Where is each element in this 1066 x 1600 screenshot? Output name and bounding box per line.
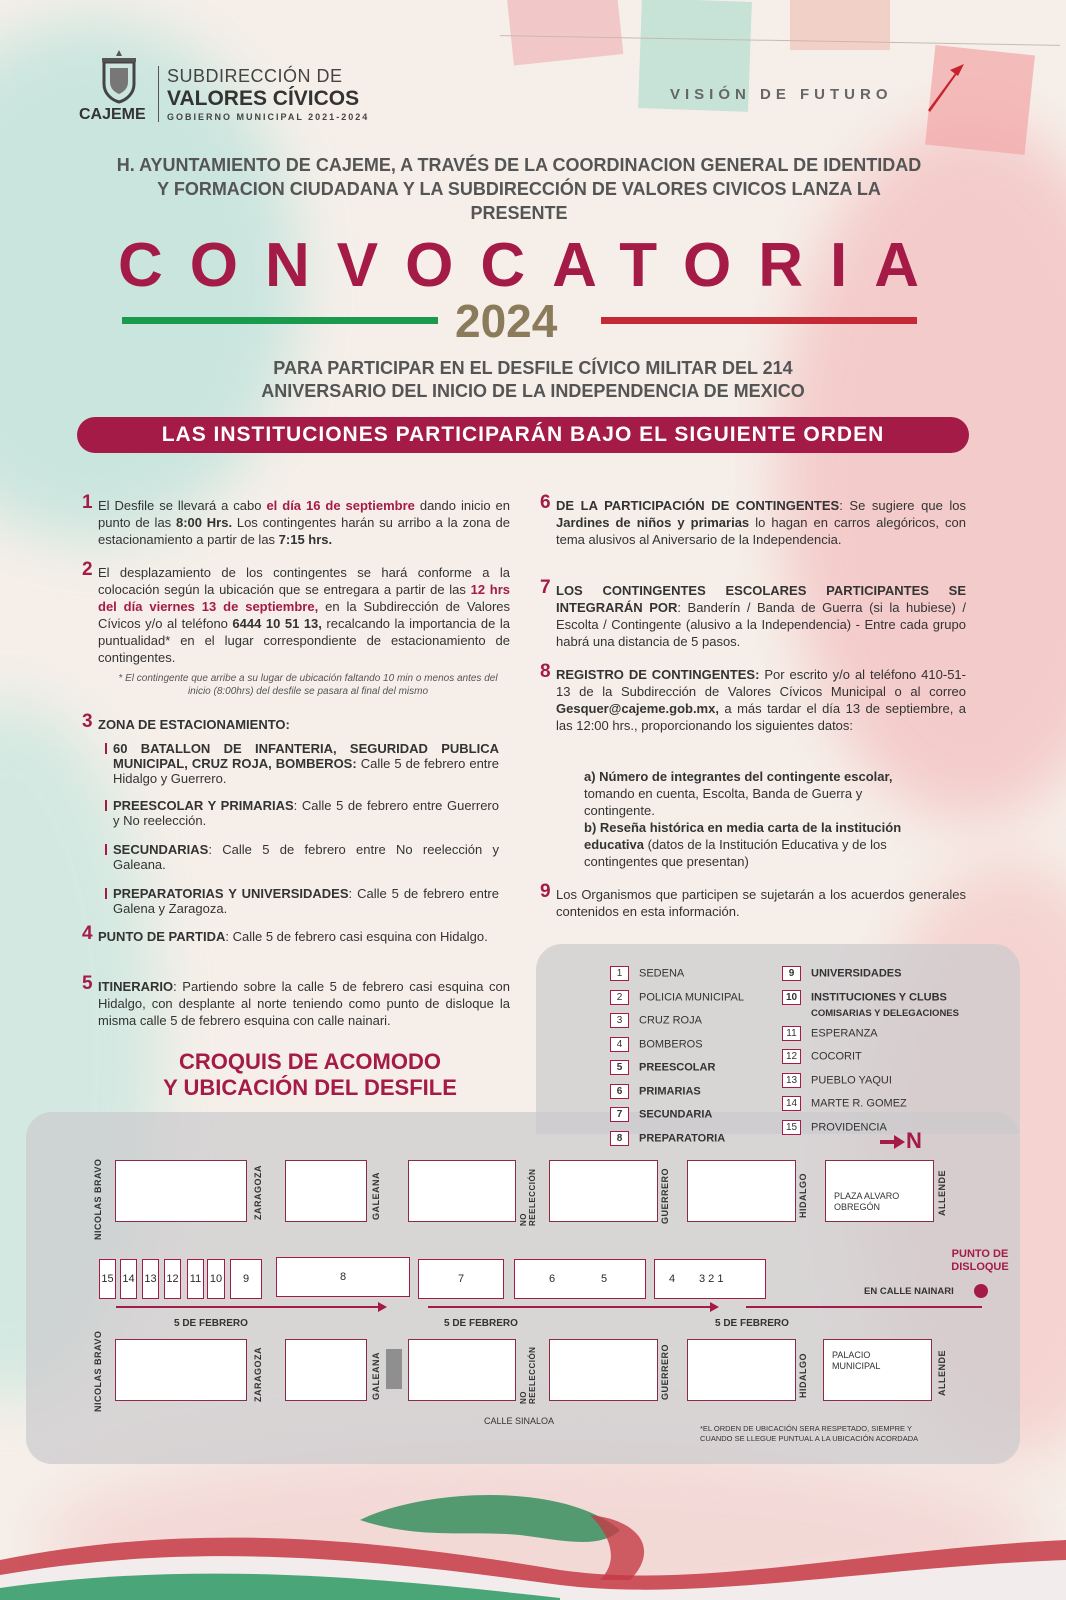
text: (datos de la Institución Educativa y de los contingentes que presentan) bbox=[584, 837, 887, 869]
avenue-label: 5 DE FEBRERO bbox=[444, 1318, 518, 1329]
legend-item: COMISARIAS Y DELEGACIONES bbox=[811, 1007, 959, 1019]
disloque-label: PUNTO DE DISLOQUE bbox=[951, 1248, 1009, 1273]
heading: DE LA PARTICIPACIÓN DE CONTINGENTES bbox=[556, 498, 840, 513]
zone-4 bbox=[113, 886, 499, 916]
bullet bbox=[105, 743, 107, 754]
zone-label: PREESCOLAR Y PRIMARIAS bbox=[113, 798, 294, 813]
text: : Calle 5 de febrero entre Galena y Zaragoza. bbox=[113, 886, 499, 916]
date: el día 16 de septiembre bbox=[266, 498, 415, 513]
text: : Banderín / Banda de Guerra (si la hubiese) / Escolta / Contingente (alusivo a la Independencia) - Entre cada grupo habrá una distancia de 5 pasos. bbox=[556, 600, 966, 649]
item-number: 1 bbox=[82, 492, 93, 513]
text: : Calle 5 de febrero entre Guerrero y No reelección. bbox=[113, 798, 499, 828]
item-8-a bbox=[584, 768, 914, 819]
legend-item: 8 PREPARATORIA bbox=[610, 1131, 744, 1146]
block-lower-1 bbox=[115, 1339, 247, 1401]
slogan-arrow-icon bbox=[920, 62, 966, 121]
map-title-line2: Y UBICACIÓN DEL DESFILE bbox=[163, 1075, 457, 1100]
item-8-b bbox=[584, 819, 918, 870]
text: : Partiendo sobre la calle 5 de febrero casi esquina con Hidalgo, con desplante al norte teniendo como punto de disloque la misma calle 5 de febrero esquina con calle nainari. bbox=[98, 979, 510, 1028]
logo-divider bbox=[158, 66, 159, 122]
map-title-line1: CROQUIS DE ACOMODO bbox=[179, 1049, 441, 1074]
bullet bbox=[105, 800, 107, 811]
logo-shield bbox=[98, 48, 140, 104]
papel-picado-flags bbox=[500, 0, 1060, 160]
heading: LOS CONTINGENTES ESCOLARES PARTICIPANTES SE INTEGRARÁN POR bbox=[556, 583, 966, 615]
item-number: 2 bbox=[82, 559, 93, 580]
street-label: NO REELECCIÓN bbox=[519, 1168, 537, 1226]
legend-col-2 bbox=[782, 966, 959, 1135]
item-number: 3 bbox=[82, 711, 93, 732]
logo-municipality: CAJEME bbox=[79, 106, 146, 123]
title: CONVOCATORIA bbox=[118, 231, 947, 300]
green-rule bbox=[122, 317, 438, 324]
street-label: ZARAGOZA bbox=[253, 1347, 263, 1402]
text: Los contingentes harán su arribo a la zona de estacionamiento a partir de las bbox=[98, 515, 510, 547]
route-arrowhead bbox=[378, 1302, 387, 1312]
legend-item: 11 ESPERANZA bbox=[782, 1026, 959, 1041]
dept-line2: VALORES CÍVICOS bbox=[167, 87, 360, 110]
legend-item: 4 BOMBEROS bbox=[610, 1037, 744, 1052]
block-upper-5 bbox=[687, 1160, 796, 1222]
text: en la Subdirección de Valores Cívicos y/o al teléfono bbox=[98, 599, 510, 631]
item-1 bbox=[82, 492, 510, 548]
heading: ITINERARIO bbox=[98, 979, 174, 994]
route-line bbox=[116, 1306, 378, 1308]
bullet bbox=[105, 844, 107, 855]
palacio-label: PALACIO MUNICIPAL bbox=[832, 1350, 881, 1371]
bullet bbox=[105, 888, 107, 899]
street-label: GUERRERO bbox=[660, 1343, 670, 1400]
zone-label: 60 BATALLON DE INFANTERIA, SEGURIDAD PUBLICA MUNICIPAL, CRUZ ROJA, BOMBEROS: bbox=[113, 741, 499, 771]
subtitle-line1: PARA PARTICIPAR EN EL DESFILE CÍVICO MILITAR DEL 214 bbox=[273, 358, 793, 378]
route-line bbox=[428, 1306, 710, 1308]
street-label: NO REELECCIÓN bbox=[519, 1346, 537, 1404]
item-number: 6 bbox=[540, 492, 551, 513]
street-label: NICOLAS BRAVO bbox=[93, 1330, 103, 1412]
position-box: 10 bbox=[207, 1259, 225, 1299]
text: dando inicio en punto de las bbox=[98, 498, 510, 530]
position-box-pair bbox=[654, 1259, 766, 1299]
item-4 bbox=[82, 923, 510, 945]
street-label: GALEANA bbox=[371, 1352, 381, 1400]
text: : Calle 5 de febrero casi esquina con Hidalgo. bbox=[225, 929, 488, 944]
street-label: ZARAGOZA bbox=[253, 1165, 263, 1220]
legend-item: 15 PROVIDENCIA bbox=[782, 1120, 959, 1135]
street-label: GUERRERO bbox=[660, 1167, 670, 1224]
plaza-label: PLAZA ALVARO OBREGÓN bbox=[834, 1191, 900, 1212]
legend-item: 9 UNIVERSIDADES bbox=[782, 966, 959, 981]
item-number: 9 bbox=[540, 881, 551, 902]
street-label: ALLENDE bbox=[937, 1350, 947, 1396]
item-7 bbox=[540, 577, 966, 650]
legend-item: 14 MARTE R. GOMEZ bbox=[782, 1096, 959, 1111]
disloque-point-icon bbox=[974, 1284, 988, 1298]
position-label: 5 bbox=[601, 1273, 608, 1285]
order-banner: LAS INSTITUCIONES PARTICIPARÁN BAJO EL SIGUIENTE ORDEN bbox=[77, 417, 969, 453]
dept-line1: SUBDIRECCIÓN DE bbox=[167, 66, 343, 86]
map-title bbox=[100, 1049, 520, 1101]
subtitle-line2: ANIVERSARIO DEL INICIO DE LA INDEPENDENCIA DE MEXICO bbox=[261, 381, 805, 401]
street-label: ALLENDE bbox=[937, 1170, 947, 1216]
avenue-label: 5 DE FEBRERO bbox=[715, 1318, 789, 1329]
requirement: b) Reseña histórica en media carta de la institución educativa bbox=[584, 820, 902, 852]
item-6 bbox=[540, 492, 967, 548]
gov-period: GOBIERNO MUNICIPAL 2021-2024 bbox=[167, 112, 370, 122]
text: Los Organismos que participen se sujetarán a los acuerdos generales contenidos en esta información. bbox=[556, 887, 966, 919]
item-9 bbox=[540, 881, 966, 920]
phone: 6444 10 51 13, bbox=[232, 616, 322, 631]
street-label: GALEANA bbox=[371, 1172, 381, 1220]
block-lower-4 bbox=[549, 1339, 658, 1401]
street-label: HIDALGO bbox=[798, 1353, 808, 1398]
legend-item: 10 INSTITUCIONES Y CLUBS bbox=[782, 990, 959, 1005]
year: 2024 bbox=[455, 295, 558, 347]
requirement: a) Número de integrantes del contingente escolar, bbox=[584, 769, 893, 784]
block-upper-2 bbox=[285, 1160, 367, 1222]
bus-marker bbox=[386, 1349, 402, 1389]
text: recalcando la importancia de la puntualidad* en el lugar correspondiente de estacionamiento de contingentes. bbox=[98, 616, 510, 665]
zone-label: SECUNDARIAS bbox=[113, 842, 209, 857]
legend-item: 2 POLICIA MUNICIPAL bbox=[610, 990, 744, 1005]
street-label: HIDALGO bbox=[798, 1173, 808, 1218]
position-box: 13 bbox=[142, 1259, 159, 1299]
item-2 bbox=[82, 559, 510, 666]
highlight: Jardines de niños y primarias bbox=[556, 515, 750, 530]
item-8 bbox=[540, 661, 966, 734]
text: : Se sugiere que los bbox=[839, 498, 967, 513]
text: Calle 5 de febrero entre Hidalgo y Guerrero. bbox=[113, 756, 499, 786]
position-label: 3 2 1 bbox=[699, 1273, 724, 1285]
text: Por escrito y/o al teléfono 410-51-13 de la Subdirección de Valores Cívicos Municipal o al correo bbox=[556, 667, 966, 699]
street-label: NICOLAS BRAVO bbox=[93, 1158, 103, 1240]
position-box: 12 bbox=[164, 1259, 181, 1299]
text: a más tardar el día 13 de septiembre, a las 12:00 hrs., proporcionando los siguientes datos: bbox=[556, 701, 966, 733]
legend-item: 12 COCORIT bbox=[782, 1049, 959, 1064]
north-label: N bbox=[906, 1128, 922, 1153]
heading: PUNTO DE PARTIDA bbox=[98, 929, 226, 944]
palacio-block bbox=[823, 1339, 932, 1401]
email: Gesquer@cajeme.gob.mx, bbox=[556, 701, 719, 716]
text: El Desfile se llevará a cabo bbox=[98, 498, 267, 513]
legend-item: 5 PREESCOLAR bbox=[610, 1060, 744, 1075]
position-box-pair bbox=[514, 1259, 646, 1299]
block-lower-3 bbox=[408, 1339, 516, 1401]
north-arrow-icon bbox=[880, 1134, 906, 1155]
legend-item: 3 CRUZ ROJA bbox=[610, 1013, 744, 1028]
red-rule bbox=[601, 317, 917, 324]
position-label: 6 bbox=[549, 1273, 556, 1285]
item-number: 5 bbox=[82, 973, 93, 994]
punctuality-note: * El contingente que arribe a su lugar de ubicación faltando 10 min o menos antes del inicio (8:00hrs) del desfile se pasara al final del mismo bbox=[118, 673, 498, 697]
nainari-label: EN CALLE NAINARI bbox=[864, 1286, 954, 1297]
zone-label: PREPARATORIAS Y UNIVERSIDADES bbox=[113, 886, 349, 901]
position-box: 9 bbox=[230, 1259, 262, 1299]
time: 8:00 Hrs. bbox=[175, 515, 233, 530]
zone-2 bbox=[113, 798, 499, 828]
position-box: 8 bbox=[276, 1257, 410, 1297]
map-footnote: *EL ORDEN DE UBICACIÓN SERA RESPETADO, SIEMPRE Y CUANDO SE LLEGUE PUNTUAL A LA UBICACIÓN ACORDADA bbox=[700, 1424, 919, 1443]
item-3 bbox=[82, 711, 510, 733]
item-5 bbox=[82, 973, 510, 1029]
route-arrowhead bbox=[710, 1302, 719, 1312]
time: 7:15 hrs. bbox=[278, 532, 333, 547]
text: lo hagan en carros alegóricos, con tema alusivos al Aniversario de la Independencia. bbox=[556, 515, 966, 547]
block-lower-5 bbox=[687, 1339, 796, 1401]
heading: ZONA DE ESTACIONAMIENTO: bbox=[98, 717, 290, 732]
route-line bbox=[746, 1306, 982, 1308]
block-upper-4 bbox=[549, 1160, 658, 1222]
text: El desplazamiento de los contingentes se hará conforme a la colocación según la ubicación que se entregara a partir de las bbox=[98, 565, 510, 597]
legend-col-1 bbox=[610, 966, 744, 1146]
block-lower-2 bbox=[285, 1339, 367, 1401]
item-number: 8 bbox=[540, 661, 551, 682]
block-upper-3 bbox=[408, 1160, 516, 1222]
flag-ribbon bbox=[0, 1480, 1066, 1600]
plaza-block bbox=[825, 1160, 934, 1222]
legend-item: 1 SEDENA bbox=[610, 966, 744, 981]
date: 12 hrs del día viernes 13 de septiembre, bbox=[98, 582, 510, 614]
sinaloa-label: CALLE SINALOA bbox=[484, 1416, 555, 1426]
position-box: 14 bbox=[120, 1259, 137, 1299]
item-number: 7 bbox=[540, 577, 551, 598]
legend-item: 6 PRIMARIAS bbox=[610, 1084, 744, 1099]
position-box: 11 bbox=[187, 1259, 204, 1299]
block-upper-1 bbox=[115, 1160, 247, 1222]
position-box: 15 bbox=[99, 1259, 116, 1299]
zone-3 bbox=[113, 842, 499, 872]
slogan: VISIÓN DE FUTURO bbox=[670, 86, 893, 103]
legend-item: 7 SECUNDARIA bbox=[610, 1107, 744, 1122]
avenue-label: 5 DE FEBRERO bbox=[174, 1318, 248, 1329]
legend-item: 13 PUEBLO YAQUI bbox=[782, 1073, 959, 1088]
text: tomando en cuenta, Escolta, Banda de Guerra y contingente. bbox=[584, 786, 863, 818]
heading: REGISTRO DE CONTINGENTES: bbox=[556, 667, 760, 682]
position-label: 4 bbox=[669, 1273, 676, 1285]
item-number: 4 bbox=[82, 923, 93, 944]
position-box: 7 bbox=[418, 1259, 504, 1299]
intro-text: H. AYUNTAMIENTO DE CAJEME, A TRAVÉS DE LA COORDINACION GENERAL DE IDENTIDAD Y FORMACION CIUDADANA Y LA SUBDIRECCIÓN DE VALORES CIVICOS LANZA LA PRESENTE bbox=[116, 155, 922, 223]
text: : Calle 5 de febrero entre No reelección y Galeana. bbox=[113, 842, 499, 872]
zone-1 bbox=[113, 741, 499, 786]
